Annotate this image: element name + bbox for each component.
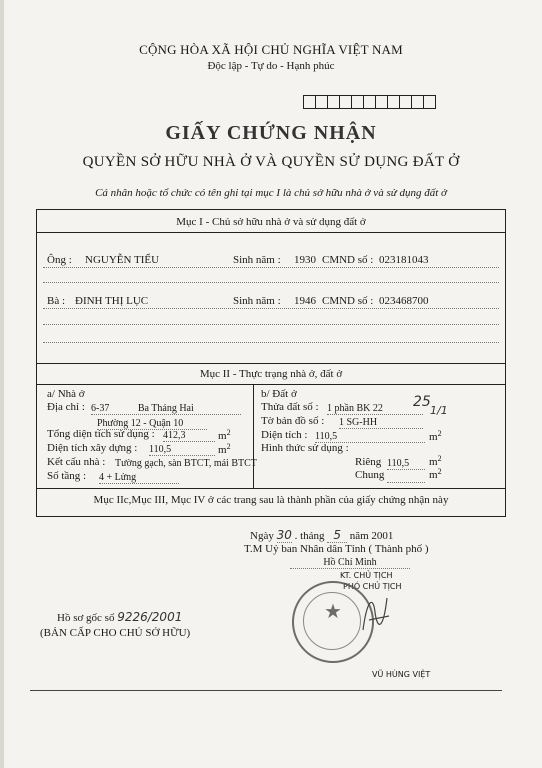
owner2-birth: 1946: [294, 295, 316, 307]
serial-box: [316, 96, 328, 108]
certificate-note: Cá nhân hoặc tổ chức có tên ghi tại mục I là chủ sở hữu nhà ở và sử dụng đất ở: [95, 187, 447, 199]
address-label: Địa chỉ :: [47, 401, 85, 413]
signature: [355, 590, 395, 635]
usage-label: Hình thức sử dụng :: [261, 442, 349, 454]
ward-district: Phường 12 - Quận 10: [97, 418, 207, 430]
plot-label: Thửa đất số :: [261, 401, 319, 413]
land-area-unit: m: [429, 431, 438, 443]
star-icon: ★: [324, 601, 342, 623]
total-area-unit: m: [218, 430, 227, 442]
plot-value: 1 phần BK 22: [327, 403, 423, 415]
floors-label: Số tầng :: [47, 470, 87, 482]
serial-box: [352, 96, 364, 108]
total-area-label: Tổng diện tích sử dụng :: [47, 428, 155, 440]
city: Hồ Chí Minh: [290, 557, 410, 569]
date-month-label: . tháng: [294, 530, 325, 542]
section2-heading: Mục II - Thực trạng nhà ở, đất ở: [199, 368, 343, 380]
owner2-id: 023468700: [379, 295, 429, 307]
owner2-name: ĐINH THỊ LỤC: [75, 295, 149, 307]
date-month: 5: [327, 528, 347, 543]
map-label: Tờ bản đồ số :: [261, 415, 325, 427]
signer-name: VŨ HÙNG VIỆT: [372, 670, 431, 679]
serial-number-boxes: [303, 95, 436, 109]
serial-box: [340, 96, 352, 108]
certificate-subtitle: QUYỀN SỞ HỮU NHÀ Ở VÀ QUYỀN SỬ DỤNG ĐẤT Ở: [82, 154, 460, 170]
date-day: 30: [276, 528, 292, 542]
serial-box: [328, 96, 340, 108]
street-name: Ba Tháng Hai: [137, 403, 194, 414]
plot-handwritten: 25: [413, 394, 431, 410]
role-vice: KT. CHỦ TỊCH: [340, 571, 393, 580]
owner1-birth-label: Sinh năm :: [233, 254, 281, 266]
serial-box: [400, 96, 412, 108]
section1-heading: Mục I - Chủ sở hữu nhà ở và sử dụng đất ở: [176, 216, 366, 228]
built-area-value: 110,5: [149, 444, 215, 456]
role-vice-chairman: PHÓ CHỦ TỊCH: [343, 582, 402, 591]
floors-value: 4 + Lửng: [99, 472, 179, 484]
bottom-rule: [30, 690, 502, 691]
land-area-label: Diện tích :: [261, 429, 308, 441]
private-label: Riêng: [355, 456, 382, 468]
serial-box: [424, 96, 435, 108]
serial-box: [388, 96, 400, 108]
house-number: 6-37: [91, 403, 110, 414]
copy-note: (BẢN CẤP CHO CHỦ SỞ HỮU): [40, 627, 191, 639]
owner1-prefix: Ông :: [47, 254, 72, 266]
owner2-birth-label: Sinh năm :: [233, 295, 281, 307]
built-area-label: Diện tích xây dựng :: [47, 442, 138, 454]
owner1-id: 023181043: [379, 254, 429, 266]
shared-unit: m: [429, 469, 438, 481]
shared-label: Chung: [355, 469, 385, 481]
certificate-title: GIẤY CHỨNG NHẬN: [165, 122, 377, 144]
owner2-prefix: Bà :: [47, 295, 66, 307]
built-area-unit: m: [218, 444, 227, 456]
motto: Độc lập - Tự do - Hạnh phúc: [207, 60, 335, 72]
plot-handwritten-2: 1/1: [430, 404, 448, 417]
authority: T.M Uỷ ban Nhân dân Tỉnh ( Thành phố ): [244, 543, 429, 555]
private-value: 110,5: [387, 458, 425, 470]
binder-edge: [0, 0, 4, 768]
nation-heading: CỘNG HÒA XÃ HỘI CHỦ NGHĨA VIỆT NAM: [139, 42, 403, 57]
total-area-value: 412,3: [163, 430, 215, 442]
serial-box: [304, 96, 316, 108]
owner1-birth: 1930: [294, 254, 316, 266]
serial-box: [412, 96, 424, 108]
date-day-label: Ngày: [250, 530, 274, 542]
private-unit: m: [429, 456, 438, 468]
serial-box: [376, 96, 388, 108]
serial-box: [364, 96, 376, 108]
date-year: 2001: [371, 530, 394, 542]
structure-label: Kết cấu nhà :: [47, 456, 106, 468]
owner1-name: NGUYỄN TIỂU: [85, 254, 160, 266]
footer-note: Mục IIc,Mục III, Mục IV ở các trang sau là thành phần của giấy chứng nhận này: [93, 494, 449, 506]
record-label: Hồ sơ gốc số: [57, 612, 115, 624]
structure-value: Tường gạch, sàn BTCT, mái BTCT: [115, 458, 257, 469]
record-number: 9226/2001: [117, 610, 183, 624]
land-title: b/ Đất ở: [261, 388, 297, 400]
owner1-id-label: CMND số :: [322, 254, 374, 266]
certificate-table: Mục I - Chủ sở hữu nhà ở và sử dụng đất ở Ông : NGUYỄN TIỂU Sinh năm : 1930 CMND số : 023181043 Bà : ĐINH THỊ LỤC Sinh năm : 1946 CMND số : 023468700 Mục II - Thực trạng nhà ở, đất ở a/ Nhà ở Địa chỉ : 6-37 Ba Tháng Hai Phường 12 - Quận 10 Tổng diện tích sử dụng : 412,3 $m^2$ Diện tích xây dựng : 110,5 $m^2$ Kết cấu nhà : Tường gạch, sàn BTCT, mái BTCT Số tầng : 4 + Lửng b/ Đất ở Thửa đất số : 1 phần BK 22 25 1/1 Tờ bản đồ số : 1 SG-HH Diện tích : 110,5 $m^2$ Hình thức sử dụng : Riêng 110,5 $m^2$ Chung $m^2$ Mục IIc,Mục III, Mục IV ở các trang sau là thành phần của giấy chứng nhận này: [36, 209, 506, 517]
owner2-id-label: CMND số :: [322, 295, 374, 307]
map-value: 1 SG-HH: [339, 417, 423, 429]
land-area-value: 110,5: [315, 431, 425, 443]
date-year-label: năm: [349, 530, 369, 542]
house-title: a/ Nhà ở: [47, 388, 85, 400]
